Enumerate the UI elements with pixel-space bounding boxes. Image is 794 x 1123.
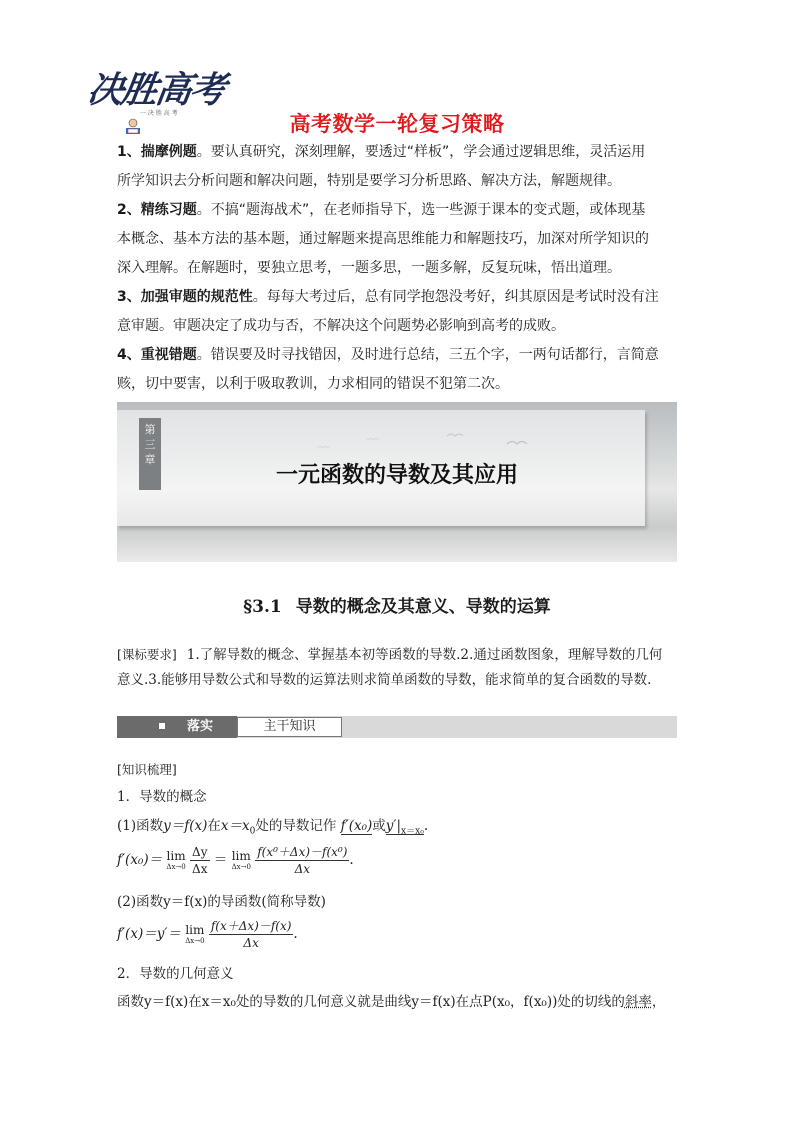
strategy-item-1 — [117, 138, 679, 167]
requirements-line-2: 意义.3.能够用导数公式和导数的运算法则求简单函数的导数，能求简单的复合函数的导数. — [117, 672, 652, 688]
text: 或 — [372, 818, 386, 834]
fraction-difference-quotient: $\frac{\text{f(x⁰＋Δx)－f(x⁰)}}{\Delta x}$ — [257, 845, 348, 876]
derivative-notation-line: (1)函数y＝f(x)在$x=x_0$处的导数记作 f′(x₀)或$y'|_{x=x_0}$. — [117, 818, 429, 837]
strategy-body: 。错误要及时寻找错因，及时进行总结，三五个字，一两句话都行，言简意 — [196, 347, 659, 363]
derivative-function-line: (2)函数y＝f(x)的导函数(简称导数) — [117, 894, 326, 910]
strategy-list — [117, 138, 679, 399]
strategy-body: 。要认真研究，深刻理解，要透过“样板”，学会通过逻辑思维，灵活运用 — [196, 144, 646, 160]
section-title — [0, 592, 794, 617]
strategy-body: 。每每大考过后，总有同学抱怨没考好，纠其原因是考试时没有注 — [252, 289, 659, 305]
requirements-label: [课标要求] — [117, 647, 177, 662]
strategy-body: 。不搞“题海战术”，在老师指导下，选一些源于课本的变式题，或体现基 — [196, 202, 646, 218]
requirements-text: 1.了解导数的概念、掌握基本初等函数的导数.2.通过函数图象，理解导数的几何 — [186, 647, 663, 663]
strategy-item-4-cont: 赅，切中要害，以利于吸取教训，力求相同的错误不犯第二次。 — [117, 376, 509, 392]
limit-operator: lim Δx→0 — [166, 849, 186, 871]
logo-subtext: 一 决 胜 高 考 — [140, 110, 178, 117]
text: 在 — [207, 818, 221, 834]
limit-operator: lim Δx→0 — [185, 923, 205, 945]
section-title-text: 导数的概念及其意义、导数的运算 — [295, 597, 551, 617]
curriculum-requirements — [117, 642, 679, 693]
subscript: 0 — [249, 826, 256, 837]
section-number: §3.1 — [243, 597, 282, 617]
bar-light-label: 主干知识 — [237, 717, 342, 737]
section-bar — [117, 716, 677, 738]
formula-lhs: f′(x)＝y′＝ — [117, 926, 181, 942]
text: (1)函数 — [117, 818, 164, 834]
fraction-derivative: $\frac{f(x+\Delta x)-f(x)}{\Delta x}$ — [210, 919, 292, 950]
bar-dark-label — [117, 716, 237, 738]
point-expr: x＝x — [220, 818, 250, 834]
text: 处的导数记作 — [255, 818, 337, 834]
strategy-item-4 — [117, 341, 679, 370]
notation-a: f′(x₀) — [340, 818, 373, 834]
fraction-dy-dx: $\frac{\Delta y}{\Delta x}$ — [192, 845, 208, 876]
strategy-head: 3、加强审题的规范性 — [117, 289, 253, 305]
knowledge-heading-1: 1．导数的概念 — [117, 789, 207, 805]
main-title: 高考数学一轮复习策略 — [289, 112, 505, 136]
strategy-head: 1、揣摩例题 — [117, 144, 197, 160]
notation-b: $y'|_{x=x_0}$ — [385, 818, 424, 837]
strategy-head: 2、精练习题 — [117, 202, 197, 218]
chapter-tag-char: 三 — [144, 438, 156, 451]
knowledge-heading-2: 2．导数的几何意义 — [117, 966, 234, 982]
function-expr: y＝f(x) — [163, 818, 208, 834]
chapter-banner — [117, 402, 677, 562]
equals-sign: ＝ — [213, 852, 228, 868]
strategy-item-3-cont: 意审题。审题决定了成功与否，不解决这个问题势必影响到高考的成败。 — [117, 318, 565, 334]
derivative-definition-formula: f′(x₀)＝ lim Δx→0 $\frac{\Delta y}{\Delta x}$ ＝ lim Δx→0 $\frac{\text{f(x⁰＋Δx)－f(x⁰)}}{\Delta x}$ . — [117, 845, 354, 876]
formula-lhs: f′(x₀)＝ — [117, 852, 163, 868]
geometric-meaning-line — [117, 990, 682, 1010]
derivative-function-formula: f′(x)＝y′＝ lim Δx→0 $\frac{f(x+\Delta x)-f(x)}{\Delta x}$ . — [117, 919, 298, 950]
limit-operator: lim Δx→0 — [231, 849, 251, 871]
strategy-item-1-cont: 所学知识去分析问题和解决问题，特别是要学习分析思路、解决方法，解题规律。 — [117, 173, 621, 189]
requirements-line-1 — [117, 642, 679, 668]
square-bullet-icon — [159, 723, 165, 729]
logo-text: 决胜高考 — [84, 69, 227, 111]
strategy-item-2-cont: 本概念、基本方法的基本题，通过解题来提高思维能力和解题技巧，加深对所学知识的 — [117, 231, 649, 247]
chapter-title: 一元函数的导数及其应用 — [275, 463, 518, 488]
strategy-head: 4、重视错题 — [117, 347, 197, 363]
bar-dark-text: 落实 — [187, 719, 214, 734]
strategy-item-2-cont2: 深入理解。在解题时，要独立思考，一题多思，一题多解，反复玩味，悟出道理。 — [117, 260, 621, 276]
knowledge-label: [知识梳理] — [117, 762, 177, 777]
strategy-item-3 — [117, 283, 679, 312]
text: 函数y＝f(x)在x＝x₀处的导数的几何意义就是曲线y＝f(x)在点P(x₀，f(x₀))处的切线的 — [117, 994, 625, 1010]
keyword-slope: 斜率 — [624, 994, 652, 1010]
chapter-tag-char: 章 — [144, 453, 156, 466]
chapter-tag-char: 第 — [144, 423, 156, 436]
strategy-item-2 — [117, 196, 679, 225]
text: ， — [651, 994, 666, 1010]
